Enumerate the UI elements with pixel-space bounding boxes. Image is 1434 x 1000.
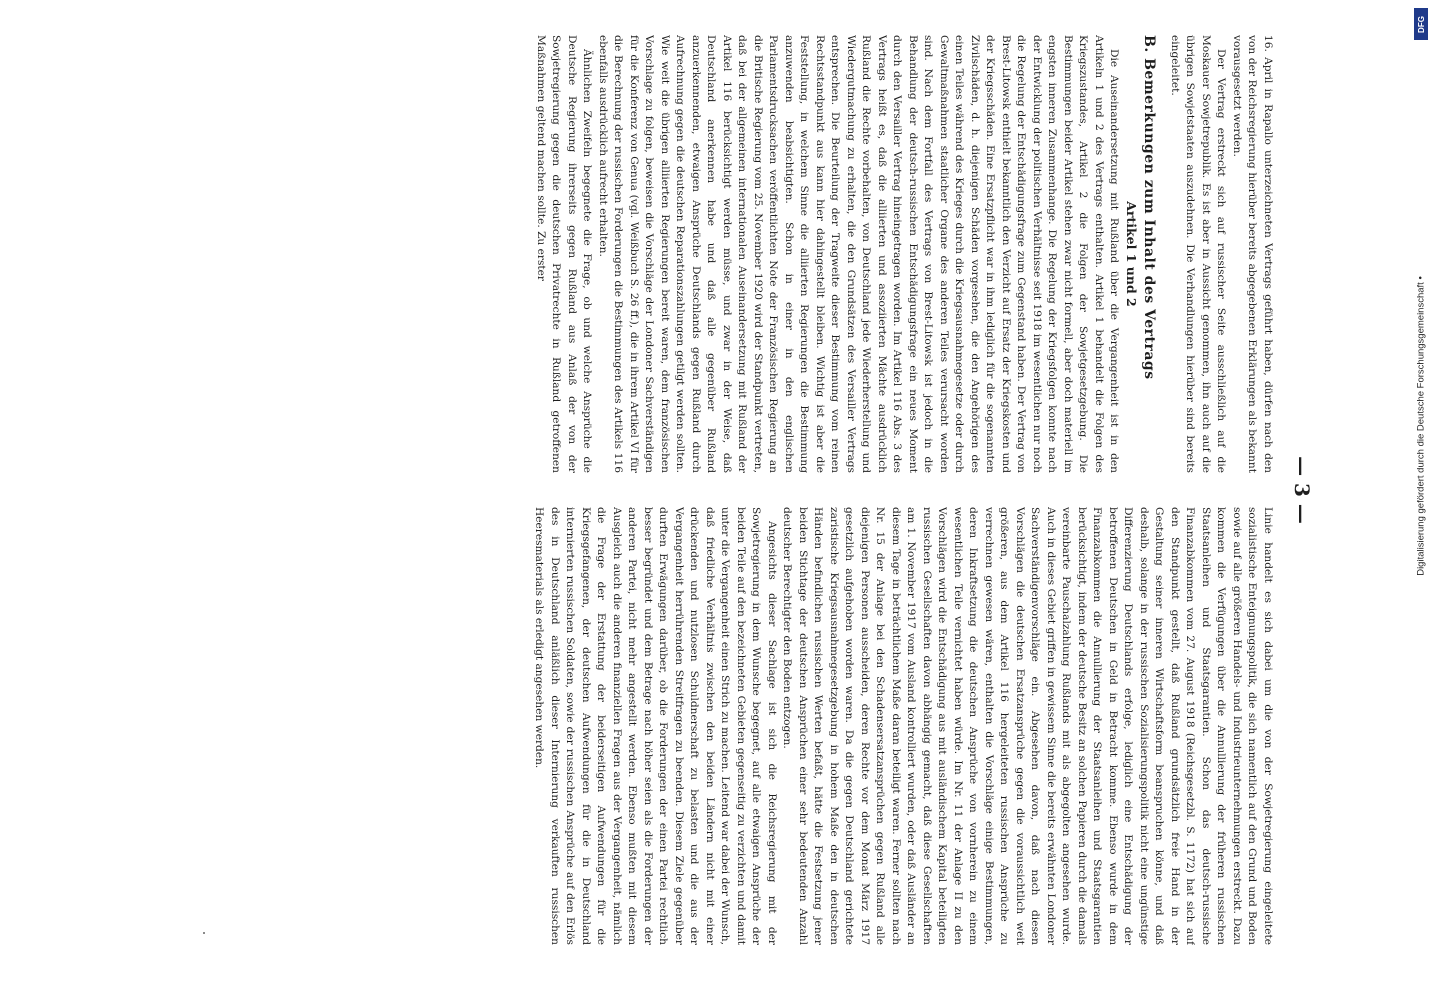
right-column [110,507,1275,945]
page-number-header: — 3 — [1290,456,1314,524]
paragraph: Ähnlichen Zweifeln begegnete die Frage, ob und welche Ansprüche die Deutsche Regierung ihrerseits gegen Rußland aus Anlaß der von der Sowjetregierung gegen die deutschen Privatrechte in Rußland getroffenen Maßnahmen geltend machen sollte. Zu erster [535,35,594,473]
article-subheading: Artikel 1 und 2 [1124,201,1139,307]
paragraph: Linie handelt es sich dabei um die von der Sowjetregierung eingeleitete sozialistische Enteignungspolitik, die sich namentlich auf den Grund und Boden sowie auf alle größeren Handels- und Industrieunternehmungen erstreckt. Dazu kommen die Verfügungen über die Annullierung der früheren russischen Staatsanleihen und Staatsgarantien. Schon das deutsch-russische Finanzabkommen vom 27. August 1918 (Reichsgesetzbl. S. 1172) hat sich auf den Standpunkt gestellt, daß Rußland grundsätzlich freie Hand in der Gestaltung seiner inneren Wirtschaftsform beanspruchen könne, und daß deshalb, solange in der russischen Sozialisierungspolitik nicht eine ungünstige Differenzierung Deutschlands erfolge, lediglich eine Entschädigung der betroffenen Deutschen in Geld in Betracht komme. Ebenso wurde in dem Finanzabkommen die Annullierung der Staatsanleihen und Staatsgarantien berücksichtigt, indem der deutsche Besitz an solchen Papieren durch die damals vereinbarte Pauschalzahlung Rußlands mit als abgegolten angesehen wurde. Auch in dieses Gebiet griffen in gewissem Sinne die bereits erwähnten Londoner Sachverständigenvorschläge ein. Abgesehen davon, daß nach diesen Vorschlägen die deutschen Ersatzansprüche gegen die voraussichtlich weit größeren, aus dem Artikel 116 hergeleiteten russischen Ansprüche zu verrechnen gewesen wären, enthalten die Vorschläge einige Bestimmungen, deren Inkraftsetzung die deutschen Ansprüche von vornherein zu einem wesentlichen Teile vernichtet haben würde. Im Nr. 11 der Anlage II zu den Vorschlägen wird die Entschädigung aus mit ausländischem Kapital beteiligten russischen Gesellschaften davon abhängig gemacht, daß diese Gesellschaften am 1. November 1917 vom Ausland kontrolliert wurden, oder daß Ausländer an diesem Tage in beträchtlichem Maße daran beteiligt waren. Ferner sollten nach Nr. 15 der Anlage bei den Schadensersatzansprüchen gegen Rußland alle diejenigen Personen ausscheiden, deren Rechte vor dem Monat März 1917 gesetzlich aufgehoben worden waren. Da die gegen Deutschland gerichtete zaristische Kriegsausnahmegesetzgebung in hohem Maße den in deutschen Händen befindlichen russischen Werten befaßt, hätte die Festsetzung jener beiden Stichtage der deutschen Ansprüchen einer sehr bedeutenden Anzahl deutscher Berechtigter den Boden entzogen. [781,507,1274,945]
paragraph: Die Auseinandersetzung mit Rußland über die Vergangenheit ist in den Artikeln 1 und 2 des Vertrags enthalten. Artikel 1 behandelt die Folgen des Kriegszustandes, Artikel 2 die Folgen der Sowjetgesetzgebung. Die Bestimmungen beider Artikel stehen zwar nicht formell, aber doch materiell im engsten inneren Zusammenhange. Die Regelung der Kriegsfolgen konnte nach der Entwicklung der politischen Verhältnisse seit 1918 im wesentlichen nur noch die Regelung der Entschädigungsfrage zum Gegenstand haben. Der Vertrag von Brest-Litowsk enthielt bekanntlich den Verzicht auf Ersatz der Kriegskosten und der Kriegsschäden. Eine Ersatzpflicht war in ihm lediglich für die sogenannten Zivilschäden, d. h. diejenigen Schäden vorgesehen, die den Angehörigen des einen Teiles während des Krieges durch die Kriegsausnahmegesetze oder durch Gewaltmaßnahmen staatlicher Organe des anderen Teiles verursacht worden sind. Nach dem Fortfall des Vertrags von Brest-Litowsk ist jedoch in die Behandlung der deutsch-russischen Entschädigungsfrage ein neues Moment durch den Versailler Vertrag hineingetragen worden. Im Artikel 116 Abs. 3 des Vertrags heißt es, daß die alliierten und assoziierten Mächte ausdrücklich Rußland die Rechte vorbehalten, von Deutschland jede Wiederherstellung und Wiedergutmachung zu erhalten, die den Grundsätzen des Versailler Vertrags entsprechen. Die Beurteilung der Tragweite dieser Bestimmung vom reinen Rechtsstandpunkt aus kann hier dahingestellt bleiben. Wichtig ist aber die Feststellung, in welchem Sinne die alliierten Regierungen die Bestimmung anzuwenden beabsichtigten. Schon in einer in den englischen Parlamentsdrucksachen veröffentlichten Note der Französischen Regierung an die Britische Regierung vom 25. November 1920 wird der Standpunkt vertreten, daß bei der allgemeinen internationalen Auseinandersetzung mit Rußland der Artikel 116 berücksichtigt werden müsse, und zwar in der Weise, daß Deutschland anerkennen habe und daß alle gegenüber Rußland anzuerkennenden, etwaigen Ansprüche Deutschlands gegen Rußland durch Aufrechnung gegen die deutschen Reparationszahlungen getilgt werden sollten. Wie weit die übrigen alliierten Regierungen bereit waren, dem französischen Vorschlage zu folgen, beweisen die Vorschläge der Londoner Sachverständigen für die Konferenz von Genua (vgl. Weißbuch S. 26 ff.), die in ihrem Artikel VI für die Berechnung der russischen Forderungen die Bestimmungen des Artikels 116 ebenfalls ausdrücklich aufrecht erhalten. [597,35,1121,473]
paragraph: 16. April in Rapallo unterzeichneten Vertrags geführt haben, dürfen nach den von der Reichsregierung hierüber bereits abgegebenen Erklärungen als bekannt vorausgesetzt werden. [1231,35,1274,473]
dfg-logo: DFG [1414,8,1428,40]
paragraph: Angesichts dieser Sachlage ist sich die Reichsregierung mit der Sowjetregierung in dem Wunsche begegnet, auf alle etwaigen Ansprüche der beiden Teile auf den bezeichneten Gebieten gegenseitig zu verzichten und damit unter die Vergangenheit einen Strich zu machen. Leitend war dabei der Wunsch, daß friedliche Verhältnis zwischen den beiden Ländern nicht mit einer drückenden und nutzlosen Schuldnerschaft zu belasten und die aus der Vergangenheit herrührenden Streitfragen zu beenden. Diesem Ziele gegenüber durften Erwägungen darüber, ob die Forderungen der einen Partei rechtlich besser begründet und dem Betrage nach höher seien als die Forderungen der anderen Partei, nicht mehr angestellt werden. Ebenso mußten mit diesem Ausgleich auch die anderen finanziellen Fragen aus der Vergangenheit, nämlich die Frage der Erstattung der beiderseitigen Aufwendungen für die Kriegsgefangenen, der deutschen Aufwendungen für die in Deutschland internierten russischen Soldaten, sowie der russischen Ansprüche auf den Erlös des in Deutschland anläßlich dieser Internierung verkauften russischen Heeresmaterials als erledigt angesehen werden. [533,507,778,945]
digitization-credit [1412,6,1432,996]
left-column [110,35,1275,473]
credit-text: Digitalisierung gefördert durch die Deutsche Forschungsgemeinschaft • [1415,276,1427,576]
scan-speck [203,932,205,934]
paragraph: Der Vertrag erstreckt sich auf russischer Seite ausschließlich auf die Moskauer Sowjetrepublik. Es ist aber in Aussicht genommen, ihn auch auf die übrigen Sowjetstaaten auszudehnen. Die Verhandlungen hierüber sind bereits eingeleitet. [1169,35,1228,473]
section-heading: B. Bemerkungen zum Inhalt des Vertrags [1141,35,1158,380]
document-page [107,35,1317,945]
